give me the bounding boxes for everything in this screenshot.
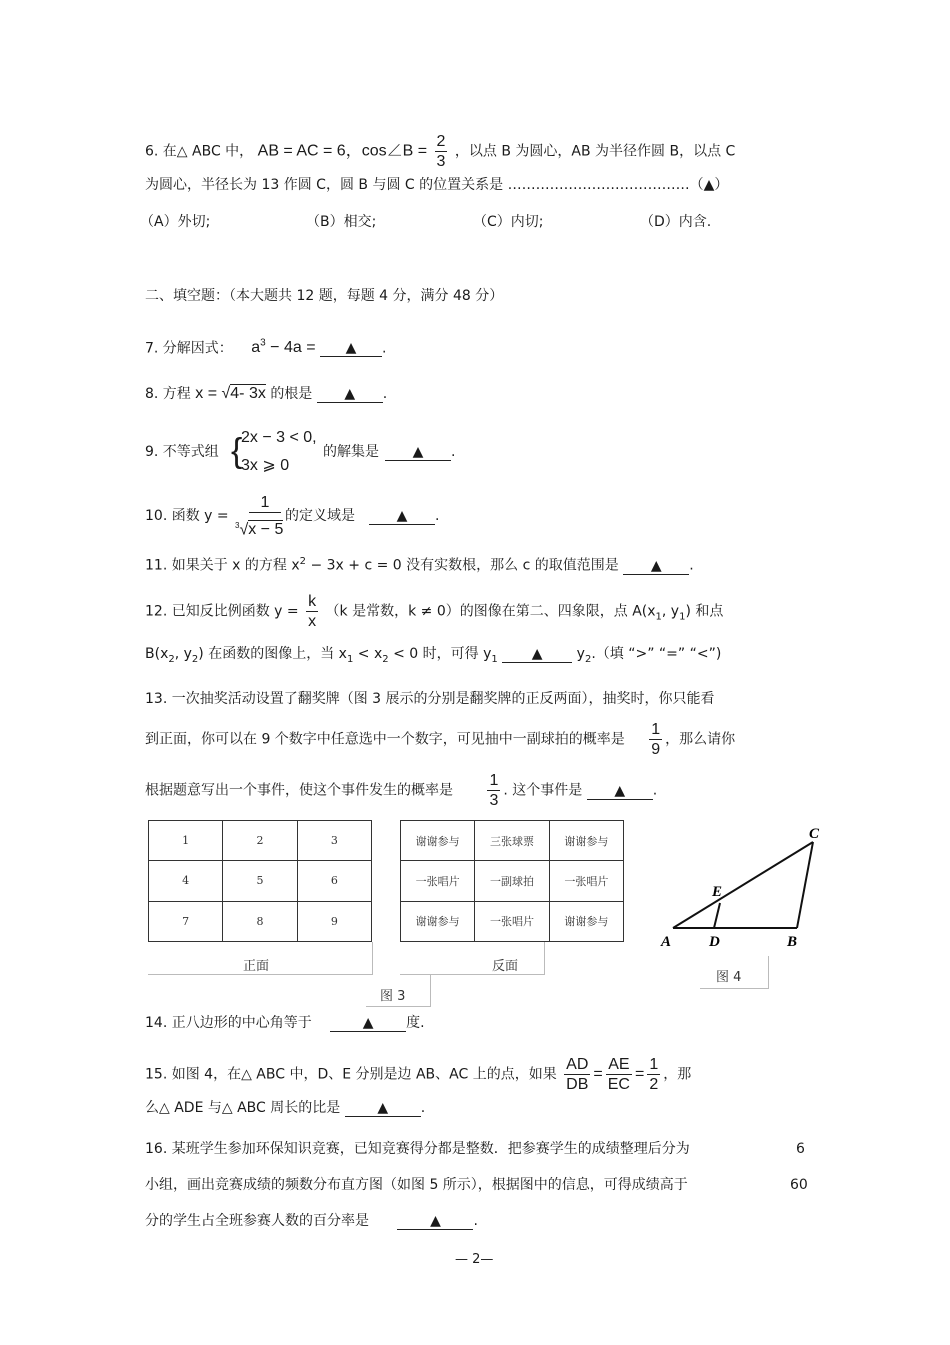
grid-row: [401, 861, 624, 901]
q8-radicand: 4- 3x: [230, 385, 266, 402]
q13-fraction1: [649, 720, 662, 759]
front-caption: 正面: [243, 959, 270, 974]
frac-num: 2: [436, 133, 446, 150]
frac-den: 2: [649, 1076, 659, 1093]
q12-l2b: , y: [174, 646, 192, 662]
segment-de: [714, 903, 720, 928]
grid-cell: 8: [223, 901, 297, 941]
q10-text: 的定义域是: [285, 508, 355, 524]
q9-text: 的解集是: [323, 444, 379, 460]
q10-num: 1: [249, 494, 281, 513]
grid-row: [401, 821, 624, 861]
answer-blank[interactable]: ▲: [345, 1100, 421, 1117]
grid-row: [149, 861, 372, 901]
q8-expr: x =: [195, 385, 222, 402]
q13-line1: 13. 一次抽奖活动设置了翻奖牌（图 3 展示的分别是翻奖牌的正反两面），抽奖时，你只能看: [145, 691, 715, 707]
q13-l2b: ，那么请你: [665, 731, 736, 748]
q6-text: ，以点 B 为圆心，AB 为半径作圆 B，以点 C: [454, 143, 736, 160]
back-caption-box: [400, 942, 545, 975]
q7-rest: − 4a =: [265, 339, 316, 357]
grid-cell: 3: [297, 821, 371, 861]
q15-text: ，那: [663, 1066, 692, 1083]
sub: 2: [191, 653, 199, 665]
grid-cell: 一张唱片: [475, 901, 549, 941]
grid-cell: 一副球拍: [475, 861, 549, 901]
q6-line1: [145, 132, 735, 171]
label-a: A: [661, 934, 672, 950]
frac-num: 1: [651, 721, 661, 738]
q13-l3b: . 这个事件是: [503, 782, 583, 799]
sub: 1: [655, 611, 662, 623]
grid-cell: 一张唱片: [549, 861, 623, 901]
q6-expr: AB = AC = 6，cos∠B =: [257, 142, 428, 160]
q12-prefix: 12. 已知反比例函数 y =: [145, 603, 299, 620]
frac-num: k: [308, 593, 317, 610]
section-heading: 二、填空题：（本大题共 12 题，每题 4 分，满分 48 分）: [145, 288, 504, 304]
label-e: E: [712, 884, 723, 900]
q10-prefix: 10. 函数 y =: [145, 508, 229, 524]
q13-l2: 到正面，你可以在 9 个数字中任意选中一个数字，可见抽中一副球拍的概率是: [145, 731, 625, 748]
label-d: D: [709, 934, 720, 950]
q8-prefix: 8. 方程: [145, 386, 196, 402]
q7-base: a: [251, 339, 261, 357]
grid-row: [149, 821, 372, 861]
grid-cell: 1: [149, 821, 223, 861]
side-bc: [797, 842, 813, 928]
q16-line2: [145, 1175, 688, 1195]
answer-blank[interactable]: ▲: [397, 1213, 473, 1230]
side-ac: [673, 842, 813, 928]
q16-line1: [145, 1139, 690, 1159]
back-caption: 反面: [492, 959, 519, 974]
sqrt-icon: √: [221, 385, 231, 402]
q6-fraction: [435, 132, 448, 171]
option-d: （D）内含.: [640, 214, 712, 230]
q11-text: − 3x + c = 0 没有实数根，那么 c 的取值范围是: [306, 557, 619, 574]
answer-blank[interactable]: ▲: [623, 558, 689, 575]
q12-d: ) 和点: [685, 603, 724, 620]
frac-den: 3: [489, 792, 499, 809]
answer-blank[interactable]: ▲: [320, 340, 382, 357]
sub: 1: [346, 653, 354, 665]
grid-cell: 4: [149, 861, 223, 901]
q7-prefix: 7. 分解因式：: [145, 340, 233, 357]
q7: 7. 分解因式： $a^3 - 4a$ = ▲ .: [145, 338, 387, 357]
q9-row1: 2x − 3 < 0,: [241, 429, 317, 446]
q16-l3: 分的学生占全班参赛人数的百分率是: [145, 1213, 369, 1229]
grid-cell: 谢谢参与: [401, 901, 475, 941]
q15-fraction3: [647, 1055, 660, 1094]
grid-row: [149, 901, 372, 941]
frac-num: AD: [566, 1056, 589, 1073]
q12-line2: [145, 644, 721, 670]
grid-cell: 7: [149, 901, 223, 941]
q11: 11. 如果关于 x 的方程 $x^2 - 3x + c = 0$ 没有实数根，那么 c 的取值范围是 ▲ .: [145, 556, 694, 574]
q16-l2-right: 60: [790, 1177, 808, 1193]
sub: 1: [679, 611, 686, 623]
frac-den: x: [308, 613, 317, 630]
q16-line3: 分的学生占全班参赛人数的百分率是 ▲ .: [145, 1213, 478, 1229]
q6-line2: 为圆心，半径长为 13 作圆 C，圆 B 与圆 C 的位置关系是 …………………………………（▲）: [145, 177, 729, 193]
q12-text: （k 是常数，k ≠ 0）的图像在第二、四象限，点 A(x: [325, 603, 656, 620]
q13-l3: 根据题意写出一个事件，使这个事件发生的概率是: [145, 782, 453, 799]
q13-fraction2: [487, 771, 500, 810]
q8: 8. 方程 x = √4- 3x 的根是 ▲ .: [145, 385, 388, 402]
frac-den: EC: [607, 1076, 630, 1093]
q12-l2a: B(x: [145, 646, 169, 662]
q8-text: 的根是: [270, 386, 313, 402]
q7-sup: 3: [260, 338, 266, 349]
q14-prefix: 14. 正八边形的中心角等于: [145, 1015, 312, 1031]
answer-blank[interactable]: ▲: [587, 783, 653, 800]
card-back-grid: [400, 820, 624, 942]
q14: [145, 1013, 425, 1033]
q16-l1: 16. 某班学生参加环保知识竞赛，已知竞赛得分都是整数．把参赛学生的成绩整理后分为: [145, 1141, 690, 1157]
option-c: （C）内切;: [473, 214, 544, 230]
q15-prefix: 15. 如图 4，在△ ABC 中，D、E 分别是边 AB、AC 上的点，如果: [145, 1066, 557, 1083]
grid-cell: 2: [223, 821, 297, 861]
sub: 2: [382, 653, 389, 665]
label-b: B: [787, 934, 798, 950]
q10-radicand: x − 5: [248, 521, 284, 539]
brace-icon: {: [231, 432, 243, 470]
q13-line2: [145, 720, 735, 759]
grid-row: [401, 901, 624, 941]
q12-fraction: [306, 592, 318, 631]
frac-den: 3: [436, 153, 446, 170]
q15-line2: 么△ ADE 与△ ABC 周长的比是 ▲ .: [145, 1100, 426, 1116]
q15-fraction1: [564, 1055, 590, 1094]
q6-options: [140, 212, 711, 232]
grid-cell: 谢谢参与: [401, 821, 475, 861]
fig4-caption: 图 4: [716, 970, 742, 985]
frac-den: 9: [651, 741, 661, 758]
q14-text: 度.: [406, 1015, 425, 1031]
q12-l2c: ) 在函数的图像上，当 x: [198, 646, 347, 662]
q12-l2d: < x: [353, 646, 383, 662]
frac-den: DB: [566, 1076, 589, 1093]
page-number: — 2—: [455, 1252, 494, 1267]
sub: 1: [491, 653, 498, 665]
answer-blank[interactable]: ▲: [369, 508, 435, 525]
q13-line3: 根据题意写出一个事件，使这个事件发生的概率是 $\frac{1}{3}$ . 这个事件是 ▲ .: [145, 772, 658, 809]
grid-cell: 谢谢参与: [549, 901, 623, 941]
q12-l2e: < 0 时，可得 y: [388, 646, 492, 662]
grid-cell: 9: [297, 901, 371, 941]
sub: 2: [584, 653, 592, 665]
q6-prefix: 6. 在△ ABC 中，: [145, 143, 254, 160]
q15-fraction2: [606, 1055, 632, 1094]
triangle-figure: [655, 820, 830, 955]
option-b: （B）相交;: [306, 214, 377, 230]
grid-cell: 三张球票: [475, 821, 549, 861]
option-a: （A）外切;: [140, 214, 211, 230]
cuberoot-icon: √: [239, 521, 249, 539]
answer-blank[interactable]: ▲: [317, 386, 383, 403]
q15-line1: 15. 如图 4，在△ ABC 中，D、E 分别是边 AB、AC 上的点，如果 $\frac{AD}{DB}$ = $\frac{AE}{EC}$ = $\frac{1}{2}$ ，那: [145, 1056, 692, 1093]
grid-cell: 谢谢参与: [549, 821, 623, 861]
grid-cell: 一张唱片: [401, 861, 475, 901]
q16-l2: 小组，画出竞赛成绩的频数分布直方图（如图 5 所示），根据图中的信息，可得成绩高于: [145, 1177, 688, 1193]
q9-prefix: 9. 不等式组: [145, 444, 219, 460]
frac-num: AE: [606, 1055, 632, 1075]
label-c: C: [809, 826, 820, 842]
frac-num: 1: [649, 1056, 659, 1073]
answer-blank[interactable]: ▲: [502, 646, 572, 663]
grid-cell: 5: [223, 861, 297, 901]
q11-prefix: 11. 如果关于 x 的方程 x: [145, 557, 300, 574]
q9-row2: 3x ⩾ 0: [241, 457, 290, 474]
q15-l2: 么△ ADE 与△ ABC 周长的比是: [145, 1100, 341, 1116]
q11-sup: 2: [299, 556, 307, 567]
answer-blank[interactable]: ▲: [385, 444, 451, 461]
q12-l2f: y: [572, 646, 585, 662]
q16-l1-right: 6: [796, 1141, 805, 1157]
sub: 2: [168, 653, 175, 665]
frac-num: 1: [489, 772, 499, 789]
q10-index: 3: [235, 521, 240, 530]
q12-line1: [145, 592, 723, 631]
q12-l2g: .（填 “>” “=” “<”): [591, 646, 722, 662]
grid-cell: 6: [297, 861, 371, 901]
card-front-grid: [148, 820, 372, 942]
q12-c: , y: [661, 603, 680, 620]
fig3-caption: 图 3: [380, 989, 406, 1004]
answer-blank[interactable]: ▲: [330, 1015, 406, 1032]
